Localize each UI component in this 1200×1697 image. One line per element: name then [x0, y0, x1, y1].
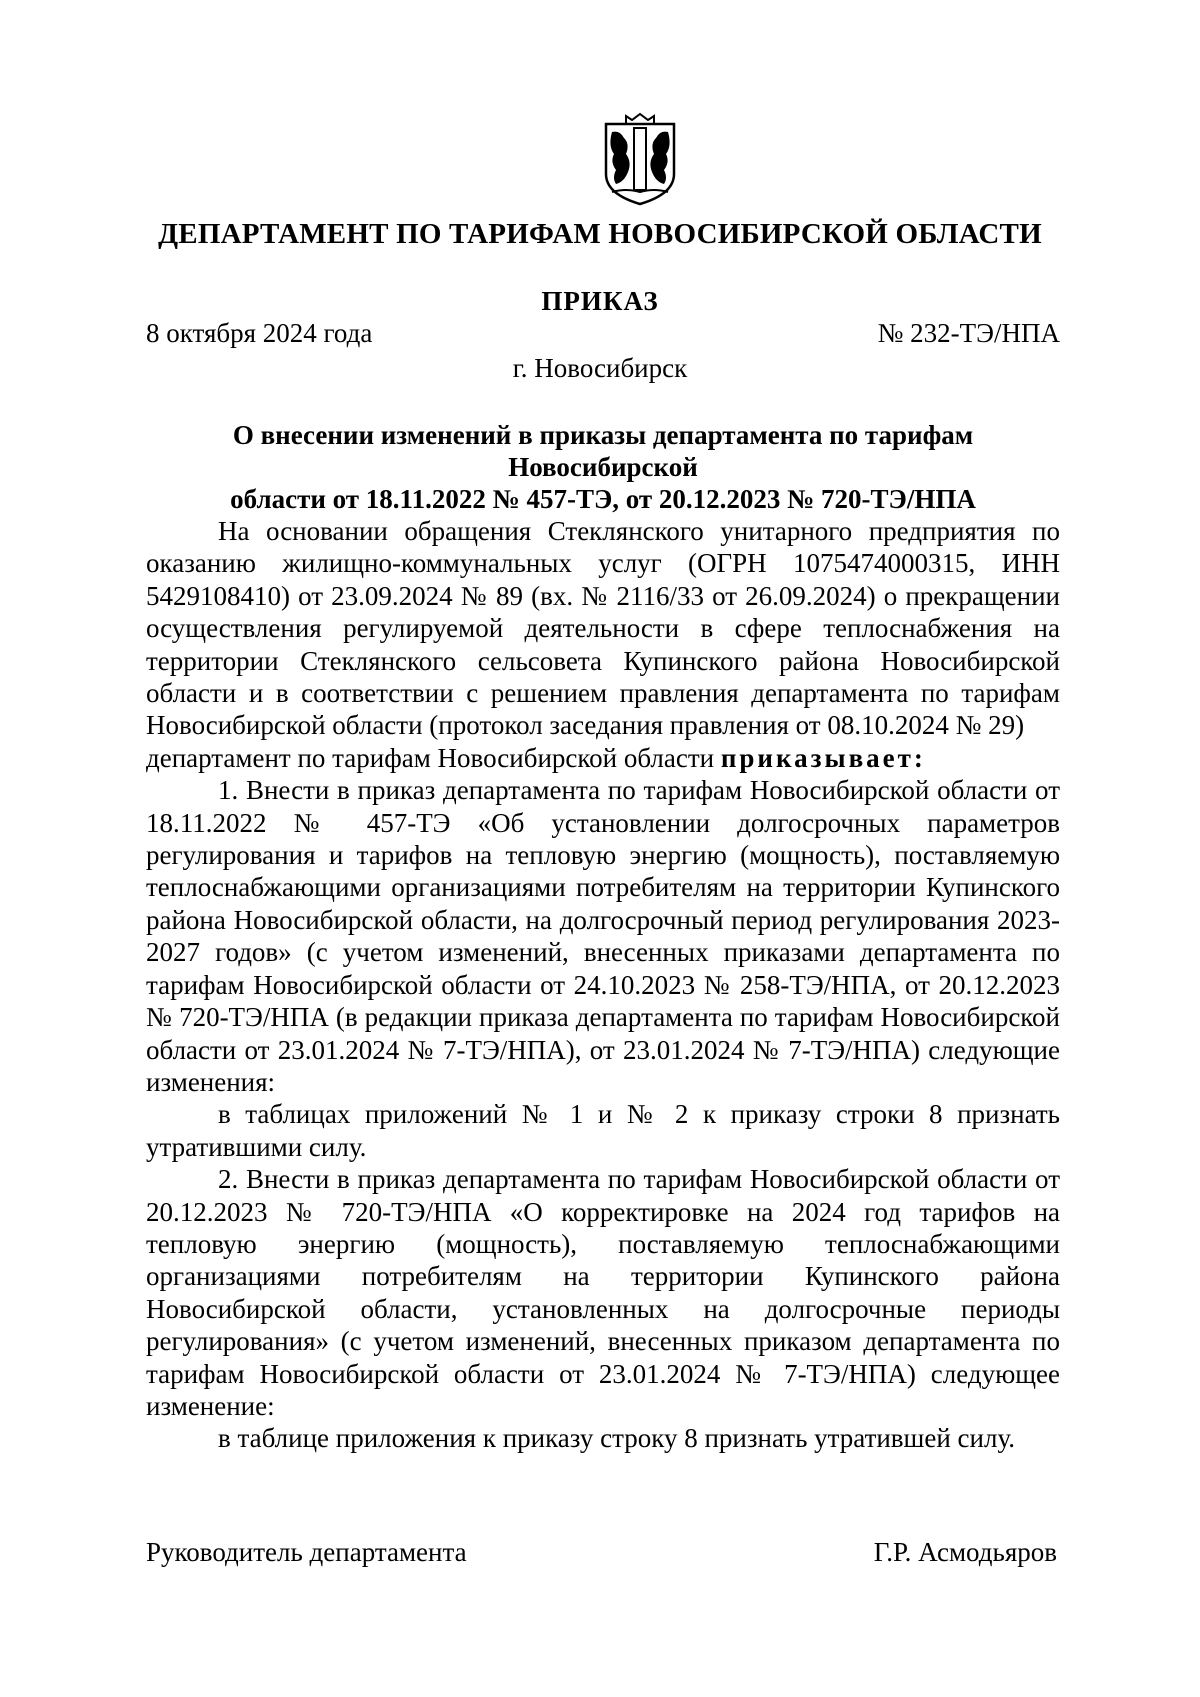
department-name: ДЕПАРТАМЕНТ ПО ТАРИФАМ НОВОСИБИРСКОЙ ОБЛАСТИ	[158, 218, 1042, 250]
orders-lead-text: департамент по тарифам Новосибирской области	[146, 742, 721, 773]
order-body	[146, 515, 1060, 1455]
orders-paragraph	[146, 742, 1060, 774]
preamble-paragraph: На основании обращения Стеклянского унитарного предприятия по оказанию жилищно-коммунальных услуг (ОГРН 1075474000315, ИНН 5429108410) от 23.09.2024 № 89 (вх. № 2116/33 от 26.09.2024) о прекращении осуществления регулируемой деятельности в сфере теплоснабжения на территории Стеклянского сельсовета Купинского района Новосибирской области и в соответствии с решением правления департамента по тарифам Новосибирской области (протокол заседания правления от 08.10.2024 № 29)	[146, 516, 1060, 741]
order-subject	[146, 419, 1060, 515]
signatory-role: Руководитель департамента	[146, 1537, 467, 1567]
item-2-paragraph: 2. Внести в приказ департамента по тарифам Новосибирской области от 20.12.2023 № 720-ТЭ/НПА «О корректировке на 2024 год тарифов на тепловую энергию (мощность), поставляемую теплоснабжающими организациями потребителям на территории Купинского района Новосибирской области, установленных на долгосрочные периоды регулирования» (с учетом изменений, внесенных приказом департамента по тарифам Новосибирской области от 23.01.2024 № 7-ТЭ/НПА) следующее изменение:	[146, 1164, 1060, 1421]
coat-of-arms-icon	[598, 112, 682, 208]
item-2-sub-paragraph: в таблице приложения к приказу строку 8 признать утратившей силу.	[218, 1423, 1015, 1454]
order-date: 8 октября 2024 года	[146, 318, 373, 348]
order-city: г. Новосибирск	[512, 353, 688, 383]
orders-word: приказывает:	[720, 742, 926, 773]
order-number: № 232-ТЭ/НПА	[877, 318, 1060, 348]
document-type: ПРИКАЗ	[541, 286, 659, 316]
order-subject-line-2: области от 18.11.2022 № 457-ТЭ, от 20.12.2023 № 720-ТЭ/НПА	[230, 484, 976, 514]
item-1-sub-paragraph: в таблицах приложений № 1 и № 2 к приказу строки 8 признать утратившими силу.	[146, 1099, 1060, 1162]
item-1-paragraph: 1. Внести в приказ департамента по тарифам Новосибирской области от 18.11.2022 № 457-ТЭ «Об установлении долгосрочных параметров регулирования и тарифов на тепловую энергию (мощность), поставляемую теплоснабжающими организациями потребителям на территории Купинского района Новосибирской области, на долгосрочный период регулирования 2023-2027 годов» (с учетом изменений, внесенных приказами департамента по тарифам Новосибирской области от 24.10.2023 № 258-ТЭ/НПА, от 20.12.2023 № 720-ТЭ/НПА (в редакции приказа департамента по тарифам Новосибирской области от 23.01.2024 № 7-ТЭ/НПА), от 23.01.2024 № 7-ТЭ/НПА) следующие изменения:	[146, 775, 1060, 1097]
order-subject-line-1: О внесении изменений в приказы департамента по тарифам Новосибирской	[232, 420, 974, 482]
signatory-name: Г.Р. Асмодьяров	[873, 1537, 1057, 1567]
